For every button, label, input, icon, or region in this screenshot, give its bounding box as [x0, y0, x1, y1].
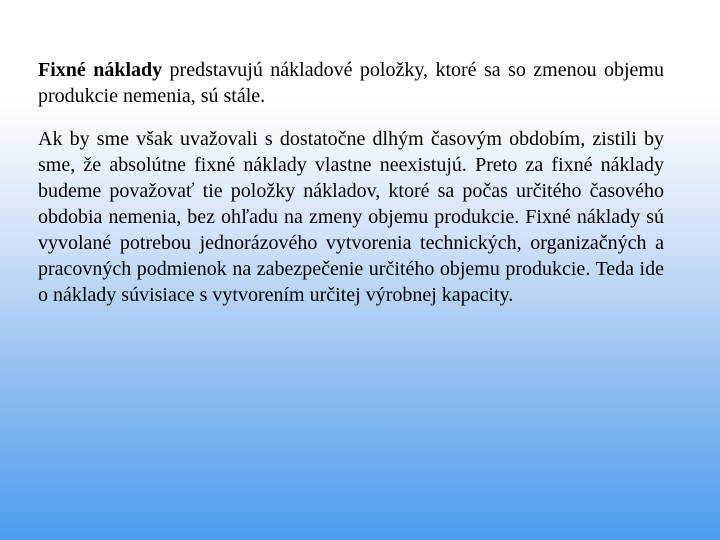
definition-text: predstavujú nákladové položky, ktoré sa so zmenou objemu produkcie nemenia, sú stále.	[38, 59, 664, 107]
paragraph-explanation: Ak by sme však uvažovali s dostatočne dlhým časovým obdobím, zistili by sme, že absolútne fixné náklady vlastne neexistujú. Preto za fixné náklady budeme považovať tie položky nákladov, ktoré sa počas určitého časového obdobia nemenia, bez ohľadu na zmeny objemu produkcie. Fixné náklady sú vyvolané potrebou jednorázového vytvorenia technických, organizačných a pracovných podmienok na zabezpečenie určitého objemu produkcie. Teda ide o náklady súvisiace s vytvorením určitej výrobnej kapacity.	[38, 128, 664, 306]
paragraph-definition	[38, 57, 664, 109]
text-block	[38, 57, 664, 308]
term-fixed-costs: Fixné náklady	[38, 59, 163, 81]
